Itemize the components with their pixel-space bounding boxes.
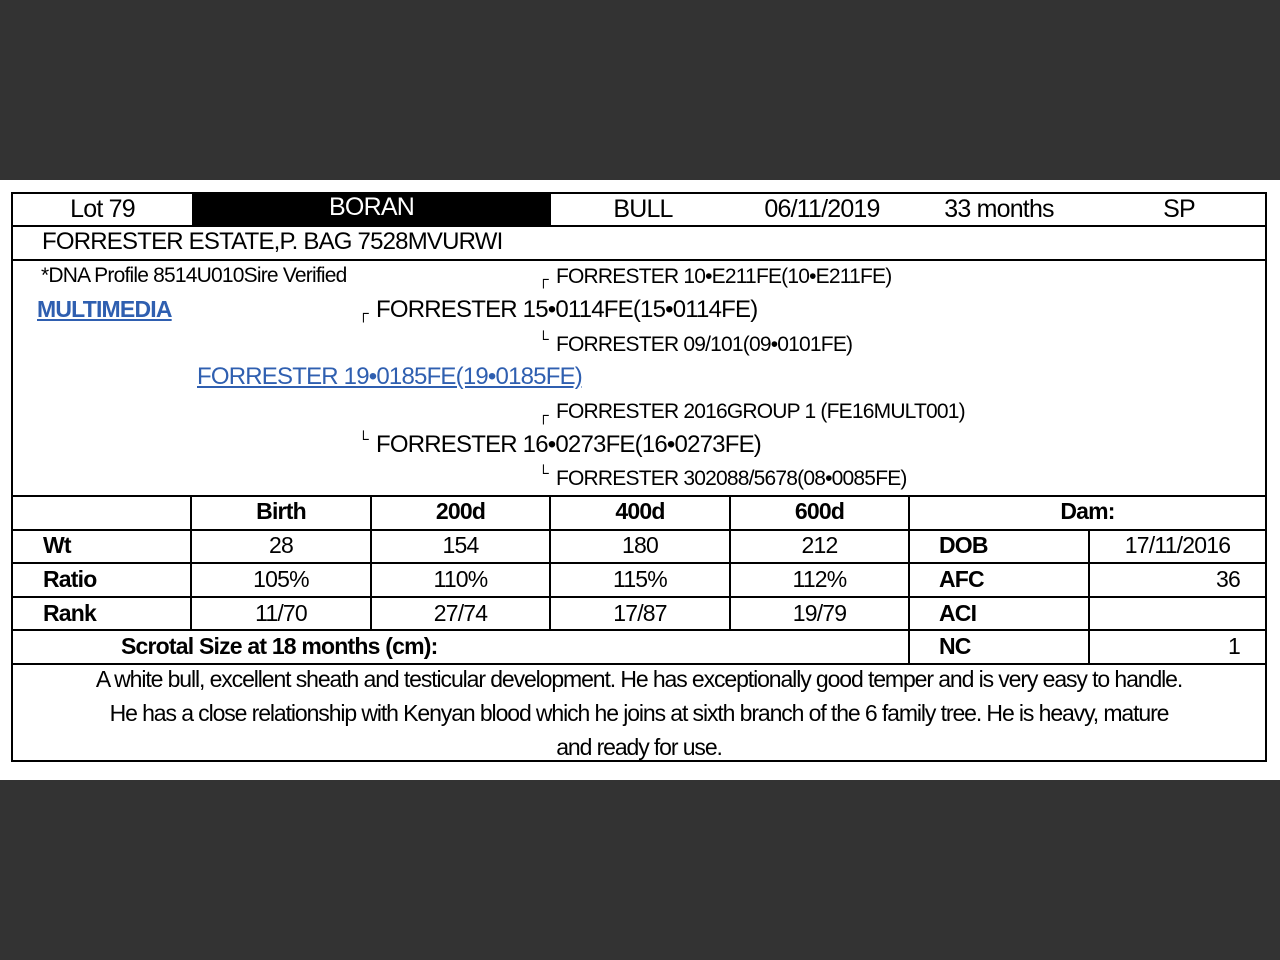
lot-card-frame (11, 192, 1267, 762)
bracket-top-icon: ┌ (538, 271, 548, 288)
table-cell: 27/74 (433, 600, 488, 626)
pedigree-divider (13, 495, 1265, 497)
column-header-birth: Birth (256, 498, 306, 524)
table-cell: 11/70 (255, 600, 307, 626)
table-cell: 180 (622, 532, 658, 558)
scrotal-size-label: Scrotal Size at 18 months (cm): (121, 633, 438, 659)
lot-number: Lot 79 (70, 195, 135, 223)
table-cell: 212 (801, 532, 838, 558)
table-cell: 105% (253, 566, 309, 592)
description-line-2: He has a close relationship with Kenyan blood which he joins at sixth branch of the 6 family tree. He is heavy, mature (109, 700, 1169, 726)
bracket-bottom-icon: └ (538, 465, 548, 482)
breeder-address: FORRESTER ESTATE,P. BAG 7528MVURWI (42, 228, 503, 255)
table-cell: 110% (433, 566, 488, 592)
sale-date: 06/11/2019 (764, 195, 880, 223)
description-line-3: and ready for use. (556, 734, 722, 760)
table-cell: 28 (269, 532, 293, 558)
sire-sire: FORRESTER 10•E211FE(10•E211FE) (556, 265, 892, 288)
table-row-divider (13, 629, 1265, 631)
dam-label-afc: AFC (939, 566, 984, 592)
column-header-400d: 400d (615, 498, 665, 524)
multimedia-link[interactable]: MULTIMEDIA (37, 296, 172, 322)
header-divider (13, 225, 1265, 227)
table-cell: 115% (613, 566, 667, 592)
description-line-1: A white bull, excellent sheath and testicular development. He has exceptionally good temper and is very easy to handle. (95, 666, 1183, 692)
bracket-bottom-icon: └ (538, 331, 548, 348)
dam-value-afc: 36 (1216, 566, 1240, 592)
table-cell: 19/79 (792, 600, 847, 626)
dam-value-dob: 17/11/2016 (1124, 532, 1231, 558)
dam-label-dob: DOB (939, 532, 988, 558)
dam: FORRESTER 16•0273FE(16•0273FE) (376, 431, 761, 458)
age-label: 33 months (944, 195, 1054, 223)
table-row-divider (13, 596, 1265, 598)
registration-code: SP (1163, 195, 1195, 223)
dna-profile: *DNA Profile 8514U010Sire Verified (41, 264, 347, 287)
row-label-ratio: Ratio (43, 566, 97, 592)
table-cell: 112% (792, 566, 847, 592)
sire-dam: FORRESTER 09/101(09•0101FE) (556, 333, 853, 356)
dam-sire: FORRESTER 2016GROUP 1 (FE16MULT001) (556, 400, 965, 423)
row-label-wt: Wt (43, 532, 71, 558)
animal-pedigree-link[interactable]: FORRESTER 19•0185FE(19•0185FE) (197, 363, 582, 390)
sex-label: BULL (613, 195, 673, 223)
table-cell: 154 (442, 532, 479, 558)
table-row-divider (13, 663, 1265, 665)
table-row-divider (13, 562, 1265, 564)
bracket-top-icon: ┌ (358, 305, 368, 322)
row-label-rank: Rank (43, 600, 97, 626)
bracket-bottom-icon: └ (358, 431, 368, 448)
nc-value: 1 (1228, 633, 1240, 659)
breeder-divider (13, 259, 1265, 261)
breed-label: BORAN (329, 193, 414, 221)
dam-dam: FORRESTER 302088/5678(08•0085FE) (556, 467, 907, 490)
sire: FORRESTER 15•0114FE(15•0114FE) (376, 296, 758, 323)
dam-label-aci: ACI (939, 600, 977, 626)
table-row-divider (13, 529, 1265, 531)
table-cell: 17/87 (613, 600, 667, 626)
column-header-200d: 200d (435, 498, 486, 524)
dam-header: Dam: (1060, 498, 1115, 524)
lot-card (0, 180, 1280, 780)
column-header-600d: 600d (794, 498, 845, 524)
nc-label: NC (939, 633, 971, 659)
bracket-top-icon: ┌ (538, 407, 548, 424)
